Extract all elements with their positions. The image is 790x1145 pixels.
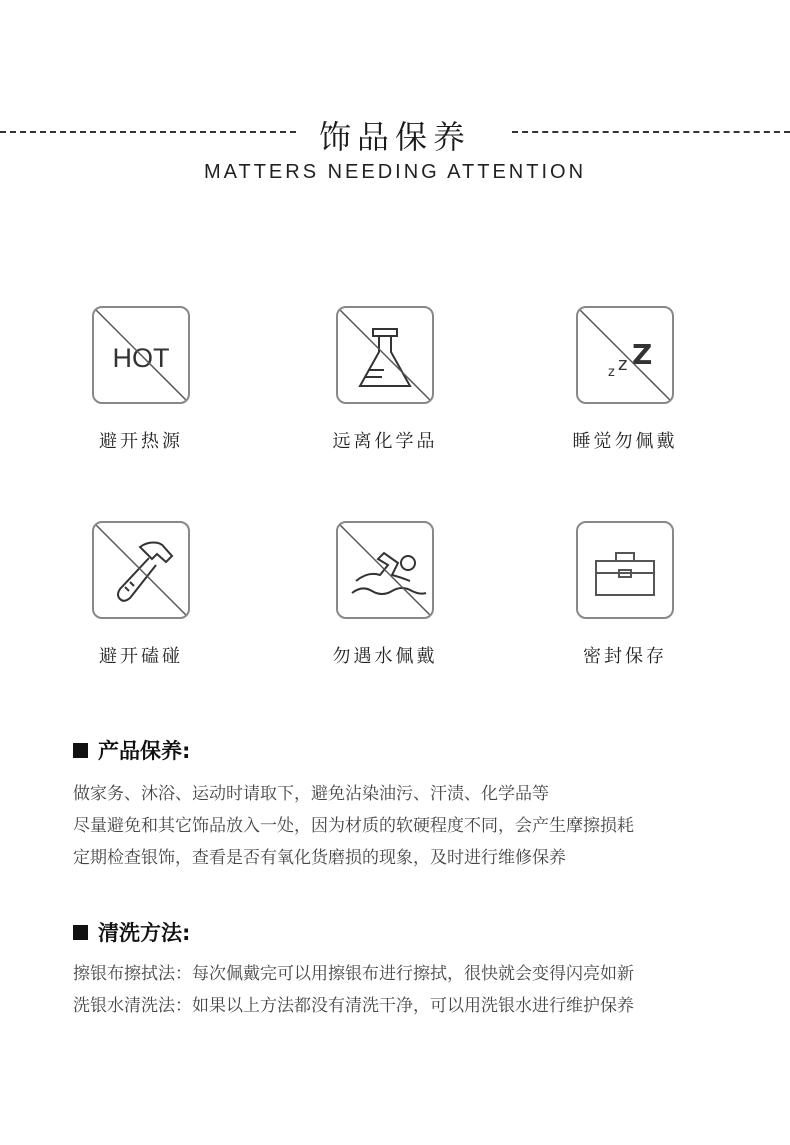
page-title: 饰品保养 bbox=[318, 118, 471, 156]
svg-text:Z: Z bbox=[632, 338, 653, 371]
cleaning-heading-text: 清洗方法: bbox=[98, 921, 191, 945]
cleaning-paragraph bbox=[73, 958, 773, 1022]
no-hammer-icon bbox=[92, 521, 190, 619]
no-swimming-icon bbox=[336, 521, 434, 619]
care-item-no-chemicals bbox=[310, 306, 460, 453]
svg-text:z: z bbox=[618, 354, 628, 375]
care-line: 尽量避免和其它饰品放入一处，因为材质的软硬程度不同，会产生摩擦损耗 bbox=[73, 816, 634, 836]
care-item-no-heat bbox=[66, 306, 216, 453]
square-bullet-icon bbox=[73, 925, 88, 940]
care-item-sealed bbox=[550, 521, 700, 668]
icon-label: 远离化学品 bbox=[332, 431, 438, 452]
square-bullet-icon bbox=[73, 743, 88, 758]
care-line: 定期检查银饰，查看是否有氧化货磨损的现象，及时进行维修保养 bbox=[73, 848, 566, 868]
no-sleep-icon bbox=[576, 306, 674, 404]
care-line: 做家务、沐浴、运动时请取下，避免沾染油污、汗渍、化学品等 bbox=[73, 784, 549, 804]
cleaning-heading bbox=[73, 917, 190, 947]
icon-label: 睡觉勿佩戴 bbox=[572, 431, 678, 452]
cleaning-line: 洗银水清洗法：如果以上方法都没有清洗干净，可以用洗银水进行维护保养 bbox=[73, 996, 634, 1016]
toolbox-icon bbox=[576, 521, 674, 619]
icon-label: 避开热源 bbox=[99, 431, 183, 452]
page-subtitle: MATTERS NEEDING ATTENTION bbox=[203, 161, 587, 183]
care-item-no-water bbox=[310, 521, 460, 668]
no-heat-icon bbox=[92, 306, 190, 404]
hot-text: HOT bbox=[112, 343, 170, 373]
svg-text:z: z bbox=[608, 365, 615, 380]
care-item-no-knock bbox=[66, 521, 216, 668]
care-heading bbox=[73, 735, 190, 765]
cleaning-line: 擦银布擦拭法：每次佩戴完可以用擦银布进行擦拭，很快就会变得闪亮如新 bbox=[73, 964, 634, 984]
no-chemicals-icon bbox=[336, 306, 434, 404]
icon-label: 避开磕碰 bbox=[99, 646, 183, 667]
care-heading-text: 产品保养: bbox=[98, 739, 191, 763]
care-item-no-sleep bbox=[550, 306, 700, 453]
icon-label: 勿遇水佩戴 bbox=[332, 646, 438, 667]
care-paragraph bbox=[73, 778, 773, 874]
icon-label: 密封保存 bbox=[583, 646, 667, 667]
